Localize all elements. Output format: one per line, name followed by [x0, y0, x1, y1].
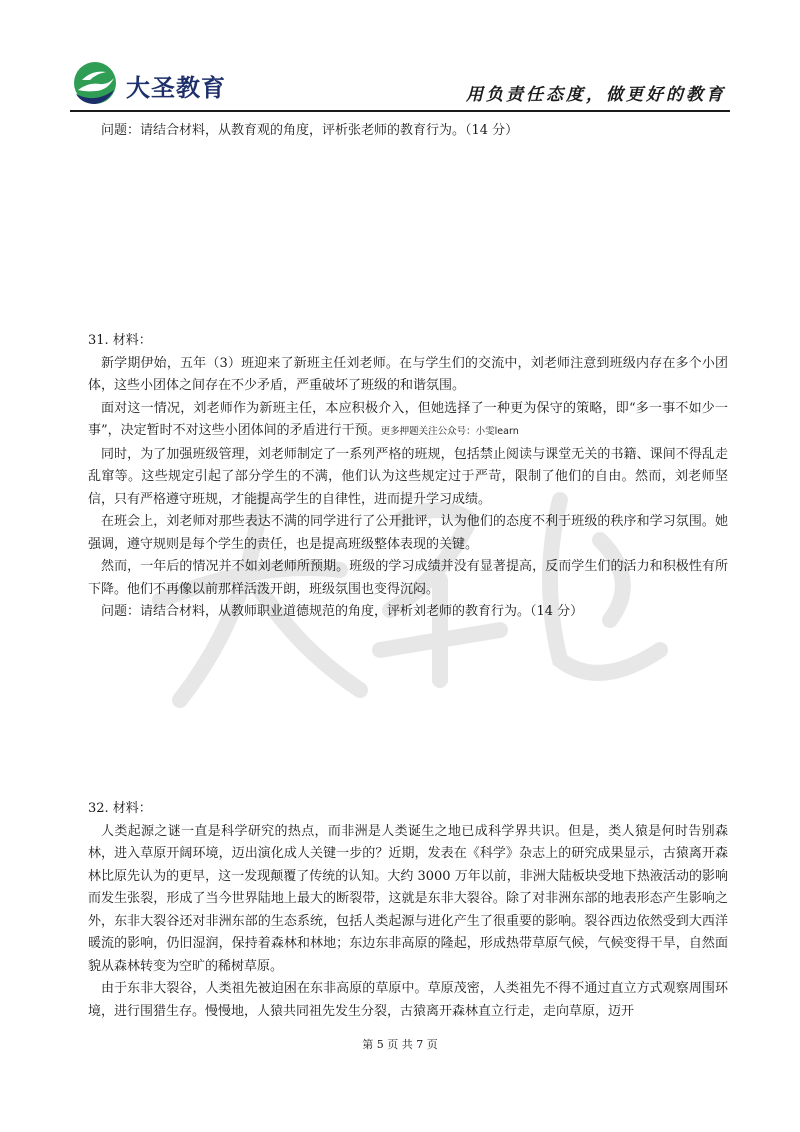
q32-section	[88, 798, 728, 1023]
q31-label: 31. 材料：	[88, 333, 152, 348]
q31-paragraph-2: 面对这一情况，刘老师作为新班主任，本应积极介入，但她选择了一种更为保守的策略，即“多一事不如少一事”，决定暂时不对这些小团体间的矛盾进行干预。更多押题关注公众号：小雯learn	[88, 400, 728, 438]
q32-label: 32. 材料：	[88, 801, 152, 816]
q31-paragraph-1: 新学期伊始，五年（3）班迎来了新班主任刘老师。在与学生们的交流中，刘老师注意到班级内存在多个小团体，这些小团体之间存在不少矛盾，严重破坏了班级的和谐氛围。	[88, 355, 728, 393]
page-header	[70, 58, 730, 112]
promo-text: 更多押题关注公众号：小雯learn	[380, 426, 519, 437]
q30-section	[88, 120, 728, 143]
q31-question: 问题：请结合材料，从教师职业道德规范的角度，评析刘老师的教育行为。（14 分）	[101, 604, 584, 619]
q31-paragraph-3: 同时，为了加强班级管理，刘老师制定了一系列严格的班规，包括禁止阅读与课堂无关的书籍、课间不得乱走乱窜等。这些规定引起了部分学生的不满，他们认为这些规定过于严苛，限制了他们的自由。然而，刘老师坚信，只有严格遵守班规，才能提高学生的自律性，进而提升学习成绩。	[88, 446, 728, 507]
brand-name: 大圣教育	[126, 74, 226, 102]
slogan: 用负责任态度，做更好的教育	[466, 85, 726, 105]
q31-section	[88, 330, 728, 624]
q30-prompt: 问题：请结合材料，从教育观的角度，评析张老师的教育行为。（14 分）	[101, 123, 519, 138]
logo-icon	[72, 60, 118, 106]
q32-paragraph-2: 由于东非大裂谷，人类祖先被迫困在东非高原的草原中。草原茂密，人类祖先不得不通过直立方式观察周围环境，进行围猎生存。慢慢地，人猿共同祖先发生分裂，古猿离开森林直立行走，走向草原，迈开	[88, 981, 728, 1019]
q32-paragraph-1: 人类起源之谜一直是科学研究的热点，而非洲是人类诞生之地已成科学界共识。但是，类人猿是何时告别森林，进入草原开阔环境，迈出演化成人关键一步的？近期，发表在《科学》杂志上的研究成果显示，古猿离开森林比原先认为的更早，这一发现颠覆了传统的认知。大约 3000 万年以前，非洲大陆板块受地下热液活动的影响而发生张裂，形成了当今世界陆地上最大的断裂带，这就是东非大裂谷。除了对非洲东部的地表形态产生影响之外，东非大裂谷还对非洲东部的生态系统，包括人类起源与进化产生了很重要的影响。裂谷西边依然受到大西洋暖流的影响，仍旧湿润，保持着森林和林地；东边东非高原的隆起，形成热带草原气候，气候变得干旱，自然面貌从森林转变为空旷的稀树草原。	[88, 823, 728, 974]
page-footer: 第 5 页 共 7 页	[362, 1038, 438, 1051]
q31-paragraph-5: 然而，一年后的情况并不如刘老师所预期。班级的学习成绩并没有显著提高，反而学生们的活力和积极性有所下降。他们不再像以前那样活泼开朗，班级氛围也变得沉闷。	[88, 559, 728, 597]
q31-paragraph-4: 在班会上，刘老师对那些表达不满的同学进行了公开批评，认为他们的态度不利于班级的秩序和学习氛围。她强调，遵守规则是每个学生的责任，也是提高班级整体表现的关键。	[88, 514, 728, 552]
